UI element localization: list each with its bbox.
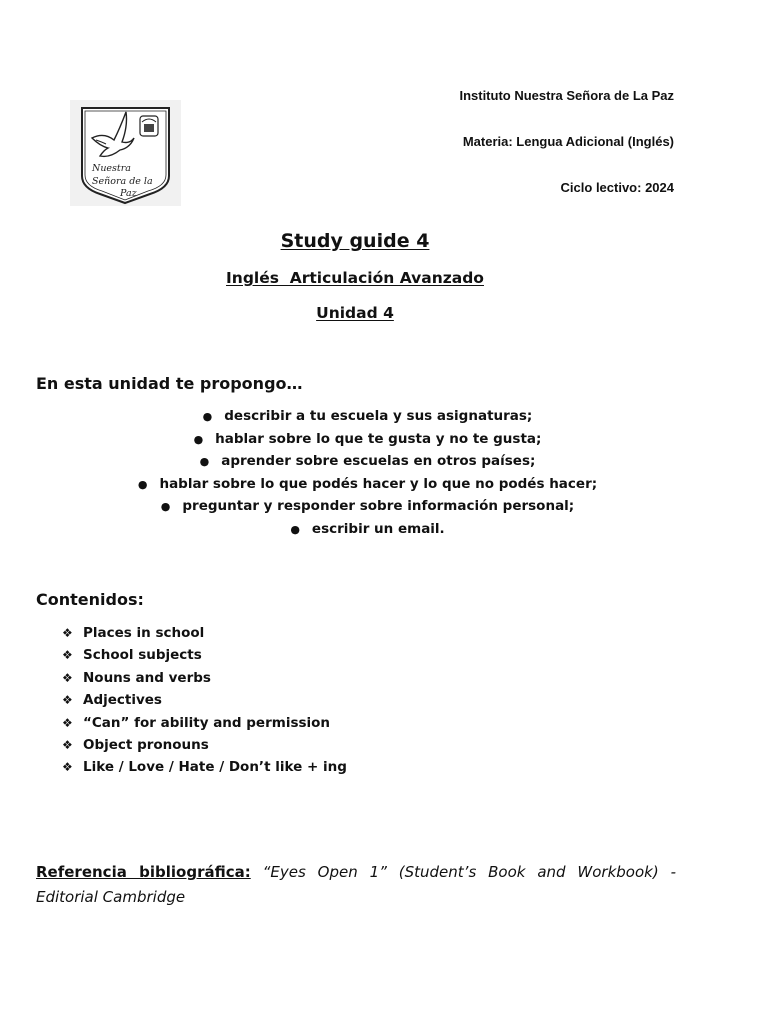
- objective-item: ● preguntar y responder sobre información personal;: [160, 498, 575, 514]
- list-item: ❖ Places in school: [62, 622, 347, 644]
- diamond-bullet-icon: ❖: [62, 648, 73, 663]
- bullet-icon: ●: [199, 455, 210, 468]
- objectives-heading: En esta unidad te propongo…: [36, 374, 303, 393]
- svg-text:Paz: Paz: [120, 188, 137, 199]
- school-year: Ciclo lectivo: 2024: [560, 180, 674, 195]
- list-item: ❖ Object pronouns: [62, 734, 347, 756]
- unit-title: Unidad 4: [316, 304, 394, 322]
- list-item: ❖ Like / Love / Hate / Don’t like + ing: [62, 756, 347, 778]
- bullet-icon: ●: [193, 433, 204, 446]
- bibliographic-reference: [36, 860, 676, 910]
- bullet-icon: ●: [137, 478, 148, 491]
- bullet-icon: ●: [290, 523, 300, 536]
- svg-text:Señora de la: Señora de la: [92, 176, 153, 187]
- list-item: ❖ School subjects: [62, 644, 347, 666]
- bullet-icon: ●: [160, 500, 171, 513]
- school-logo: [70, 100, 181, 206]
- diamond-bullet-icon: ❖: [62, 715, 73, 730]
- institution-name: Instituto Nuestra Señora de La Paz: [459, 88, 674, 103]
- objective-item: ● hablar sobre lo que te gusta y no te gusta;: [193, 431, 542, 447]
- course-subtitle: Inglés Articulación Avanzado: [226, 269, 484, 287]
- reference-label: Referencia bibliográfica:: [36, 863, 251, 881]
- diamond-bullet-icon: ❖: [62, 693, 73, 708]
- diamond-bullet-icon: ❖: [62, 670, 73, 685]
- objective-item: ● aprender sobre escuelas en otros países;: [199, 453, 536, 469]
- reference-text: “Eyes Open 1” (Student’s Book and Workbook) - Editorial Cambridge: [36, 863, 676, 906]
- objective-item: ● hablar sobre lo que podés hacer y lo que no podés hacer;: [137, 476, 598, 492]
- diamond-bullet-icon: ❖: [62, 626, 73, 640]
- bullet-icon: ●: [202, 410, 213, 423]
- contents-heading: Contenidos:: [36, 590, 144, 609]
- diamond-bullet-icon: ❖: [62, 737, 73, 752]
- svg-text:Nuestra: Nuestra: [92, 163, 131, 174]
- page-title: Study guide 4: [280, 230, 430, 252]
- list-item: ❖ Nouns and verbs: [62, 667, 347, 689]
- contents-list: [62, 622, 347, 779]
- list-item: ❖ “Can” for ability and permission: [62, 712, 347, 734]
- list-item: ❖ Adjectives: [62, 689, 347, 711]
- objective-item: ● describir a tu escuela y sus asignaturas;: [202, 408, 533, 424]
- objective-item: ● escribir un email.: [290, 521, 445, 537]
- subject-line: Materia: Lengua Adicional (Inglés): [462, 134, 674, 149]
- diamond-bullet-icon: ❖: [62, 760, 73, 775]
